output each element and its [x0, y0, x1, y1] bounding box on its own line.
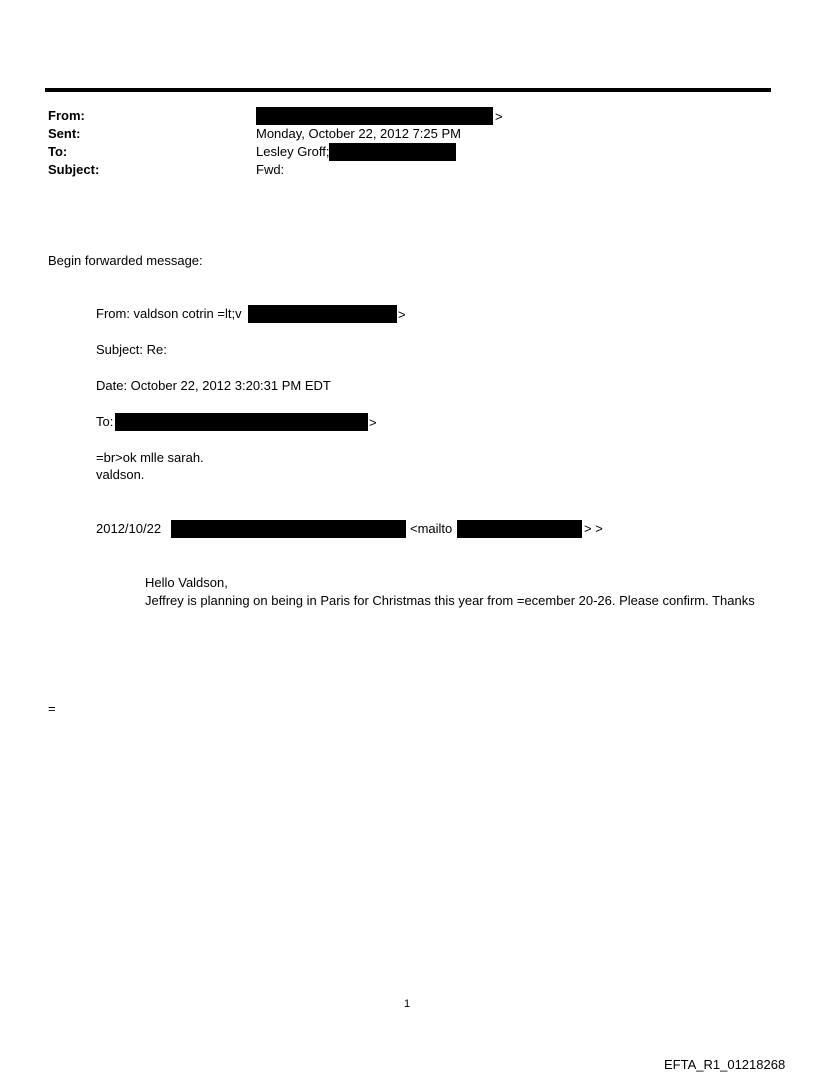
quote-mailto: <mailto	[410, 521, 453, 536]
quote-date: 2012/10/22	[96, 521, 162, 536]
page-number: 1	[404, 998, 411, 1010]
redaction-from	[256, 107, 493, 125]
redaction-to	[329, 143, 456, 161]
redaction-quote-name	[171, 520, 406, 538]
from-label: From:	[48, 108, 85, 123]
fwd-subject: Subject: Re:	[96, 342, 167, 357]
from-suffix: >	[495, 109, 503, 124]
forward-intro: Begin forwarded message:	[48, 253, 203, 268]
redaction-quote-email	[457, 520, 582, 538]
doc-id: EFTA_R1_01218268	[664, 1057, 786, 1072]
sent-value: Monday, October 22, 2012 7:25 PM	[256, 126, 461, 141]
reply-line-2: valdson.	[96, 467, 145, 482]
redaction-fwd-to	[115, 413, 368, 431]
reply-line-1: =br>ok mlle sarah.	[96, 450, 204, 465]
quote-suffix: > >	[584, 521, 603, 536]
header-rule	[45, 88, 771, 92]
fwd-from-suffix: >	[398, 307, 406, 322]
trailing-char: =	[48, 701, 56, 716]
subject-value: Fwd:	[256, 162, 285, 177]
fwd-to-suffix: >	[369, 415, 377, 430]
message-text: Jeffrey is planning on being in Paris for Christmas this year from =ecember 20-26. Please confirm. Thanks	[145, 593, 755, 608]
fwd-date: Date: October 22, 2012 3:20:31 PM EDT	[96, 378, 331, 393]
fwd-from: From: valdson cotrin =lt;v	[96, 306, 242, 321]
to-value: Lesley Groff;	[256, 144, 330, 159]
fwd-to: To:	[96, 414, 114, 429]
redaction-fwd-from	[248, 305, 397, 323]
subject-label: Subject:	[48, 162, 100, 177]
to-label: To:	[48, 144, 68, 159]
sent-label: Sent:	[48, 126, 81, 141]
greeting: Hello Valdson,	[145, 575, 228, 590]
